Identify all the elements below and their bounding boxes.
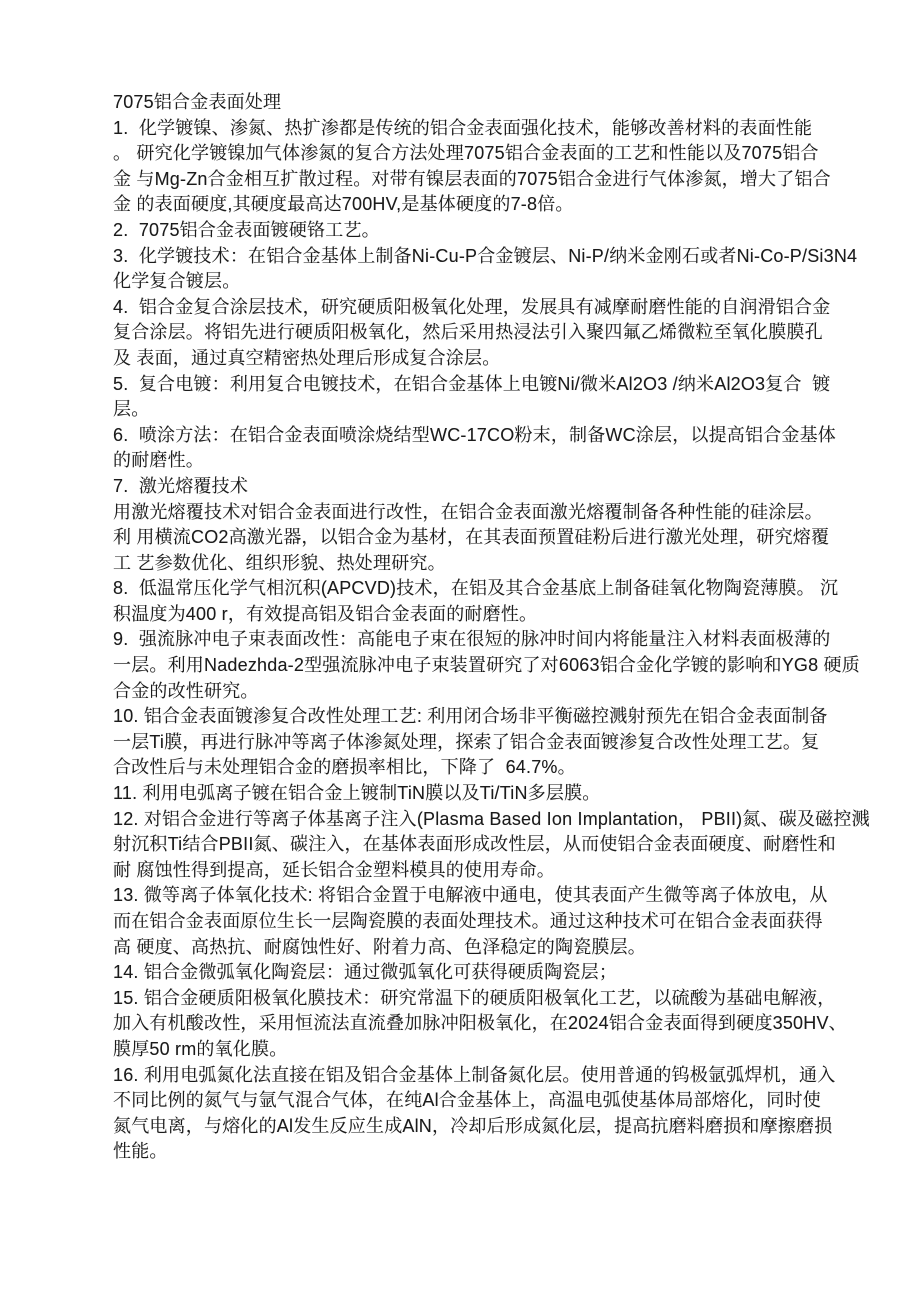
text-line: 9. 强流脉冲电子束表面改性：高能电子束在很短的脉冲时间内将能量注入材料表面极薄的 [113,629,831,650]
page-title: 7075铝合金表面处理 [113,92,282,112]
text-line: 的耐磨性。 [113,450,204,471]
text-line: 及 表面，通过真空精密热处理后形成复合涂层。 [113,347,501,368]
text-line: 不同比例的氮气与氩气混合气体，在纯Al合金基体上，高温电弧使基体局部熔化，同时使 [113,1090,822,1111]
text-line: 10. 铝合金表面镀渗复合改性处理工艺: 利用闭合场非平衡磁控溅射预先在铝合金表面制备 [113,706,828,727]
text-line: 合金的改性研究。 [113,680,259,701]
text-line: 13. 微等离子体氧化技术: 将铝合金置于电解液中通电，使其表面产生微等离子体放电，从 [113,885,828,906]
text-line: 复合涂层。将铝先进行硬质阳极氧化，然后采用热浸法引入聚四氟乙烯微粒至氧化膜膜孔 [113,322,823,343]
text-line: 耐 腐蚀性得到提高，延长铝合金塑料模具的使用寿命。 [113,859,555,880]
text-line: 1. 化学镀镍、渗氮、热扩渗都是传统的铝合金表面强化技术，能够改善材料的表面性能 [113,117,813,138]
text-line: 用激光熔覆技术对铝合金表面进行改性，在铝合金表面激光熔覆制备各种性能的硅涂层。 [113,501,823,522]
text-line: 工 艺参数优化、组织形貌、热处理研究。 [113,552,446,573]
text-line: 氮气电离，与熔化的Al发生反应生成AlN，冷却后形成氮化层，提高抗磨料磨损和摩擦磨损 [113,1115,833,1136]
text-line: 层。 [113,399,150,420]
text-line: 利 用横流CO2高激光器，以铝合金为基材，在其表面预置硅粉后进行激光处理，研究熔覆 [113,527,830,548]
text-line: 3. 化学镀技术：在铝合金基体上制备Ni-Cu-P合金镀层、Ni-P/纳米金刚石或者Ni-Co-P/Si3N4 [113,245,858,266]
text-line: 积温度为400 r，有效提高铝及铝合金表面的耐磨性。 [113,603,538,624]
text-line: 11. 利用电弧离子镀在铝合金上镀制TiN膜以及Ti/TiN多层膜。 [113,783,601,804]
text-line: 一层。利用Nadezhda-2型强流脉冲电子束装置研究了对6063铝合金化学镀的影响和YG8 硬质 [113,655,860,676]
text-line: 性能。 [113,1141,168,1162]
text-line: 14. 铝合金微弧氧化陶瓷层：通过微弧氧化可获得硬质陶瓷层； [113,962,618,983]
text-line: 射沉积Ti结合PBII氮、碳注入，在基体表面形成改性层，从而使铝合金表面硬度、耐磨性和 [113,834,836,855]
text-line: 化学复合镀层。 [113,271,241,292]
text-line: 16. 利用电弧氮化法直接在铝及铝合金基体上制备氮化层。使用普通的钨极氩弧焊机，通入 [113,1064,836,1085]
text-line: 金 的表面硬度,其硬度最高达700HV,是基体硬度的7-8倍。 [113,194,574,215]
text-line: 12. 对铝合金进行等离子体基离子注入(Plasma Based Ion Implantation， PBII)氮、碳及磁控溅 [113,808,870,829]
text-line: 加入有机酸改性，采用恒流法直流叠加脉冲阳极氧化，在2024铝合金表面得到硬度350HV、 [113,1013,847,1034]
text-line: 8. 低温常压化学气相沉积(APCVD)技术，在铝及其合金基底上制备硅氧化物陶瓷薄膜。 沉 [113,578,839,599]
text-line: 4. 铝合金复合涂层技术，研究硬质阳极氧化处理，发展具有减摩耐磨性能的自润滑铝合金 [113,296,831,317]
text-line: 7. 激光熔覆技术 [113,475,249,496]
text-line: 。 研究化学镀镍加气体渗氮的复合方法处理7075铝合金表面的工艺和性能以及7075铝合 [113,143,819,164]
text-line: 膜厚50 rm的氧化膜。 [113,1038,288,1059]
text-line: 高 硬度、高热抗、耐腐蚀性好、附着力高、色泽稳定的陶瓷膜层。 [113,936,646,957]
text-line: 15. 铝合金硬质阳极氧化膜技术：研究常温下的硬质阳极氧化工艺，以硫酸为基础电解液， [113,987,836,1008]
document-lines [113,116,870,1165]
text-line: 一层Ti膜，再进行脉冲等离子体渗氮处理，探索了铝合金表面镀渗复合改性处理工艺。复 [113,731,820,752]
document-body [113,90,870,1165]
text-line: 金 与Mg-Zn合金相互扩散过程。对带有镍层表面的7075铝合金进行气体渗氮，增大了铝合 [113,168,831,189]
text-line: 而在铝合金表面原位生长一层陶瓷膜的表面处理技术。通过这种技术可在铝合金表面获得 [113,911,823,931]
text-line: 6. 喷涂方法：在铝合金表面喷涂烧结型WC-17CO粉末，制备WC涂层，以提高铝合金基体 [113,424,837,445]
text-line: 5. 复合电镀：利用复合电镀技术，在铝合金基体上电镀Ni/微米Al2O3 /纳米Al2O3复合 镀 [113,373,831,394]
text-line: 2. 7075铝合金表面镀硬铬工艺。 [113,219,380,240]
text-line: 合改性后与未处理铝合金的磨损率相比，下降了 64.7%。 [113,757,576,778]
